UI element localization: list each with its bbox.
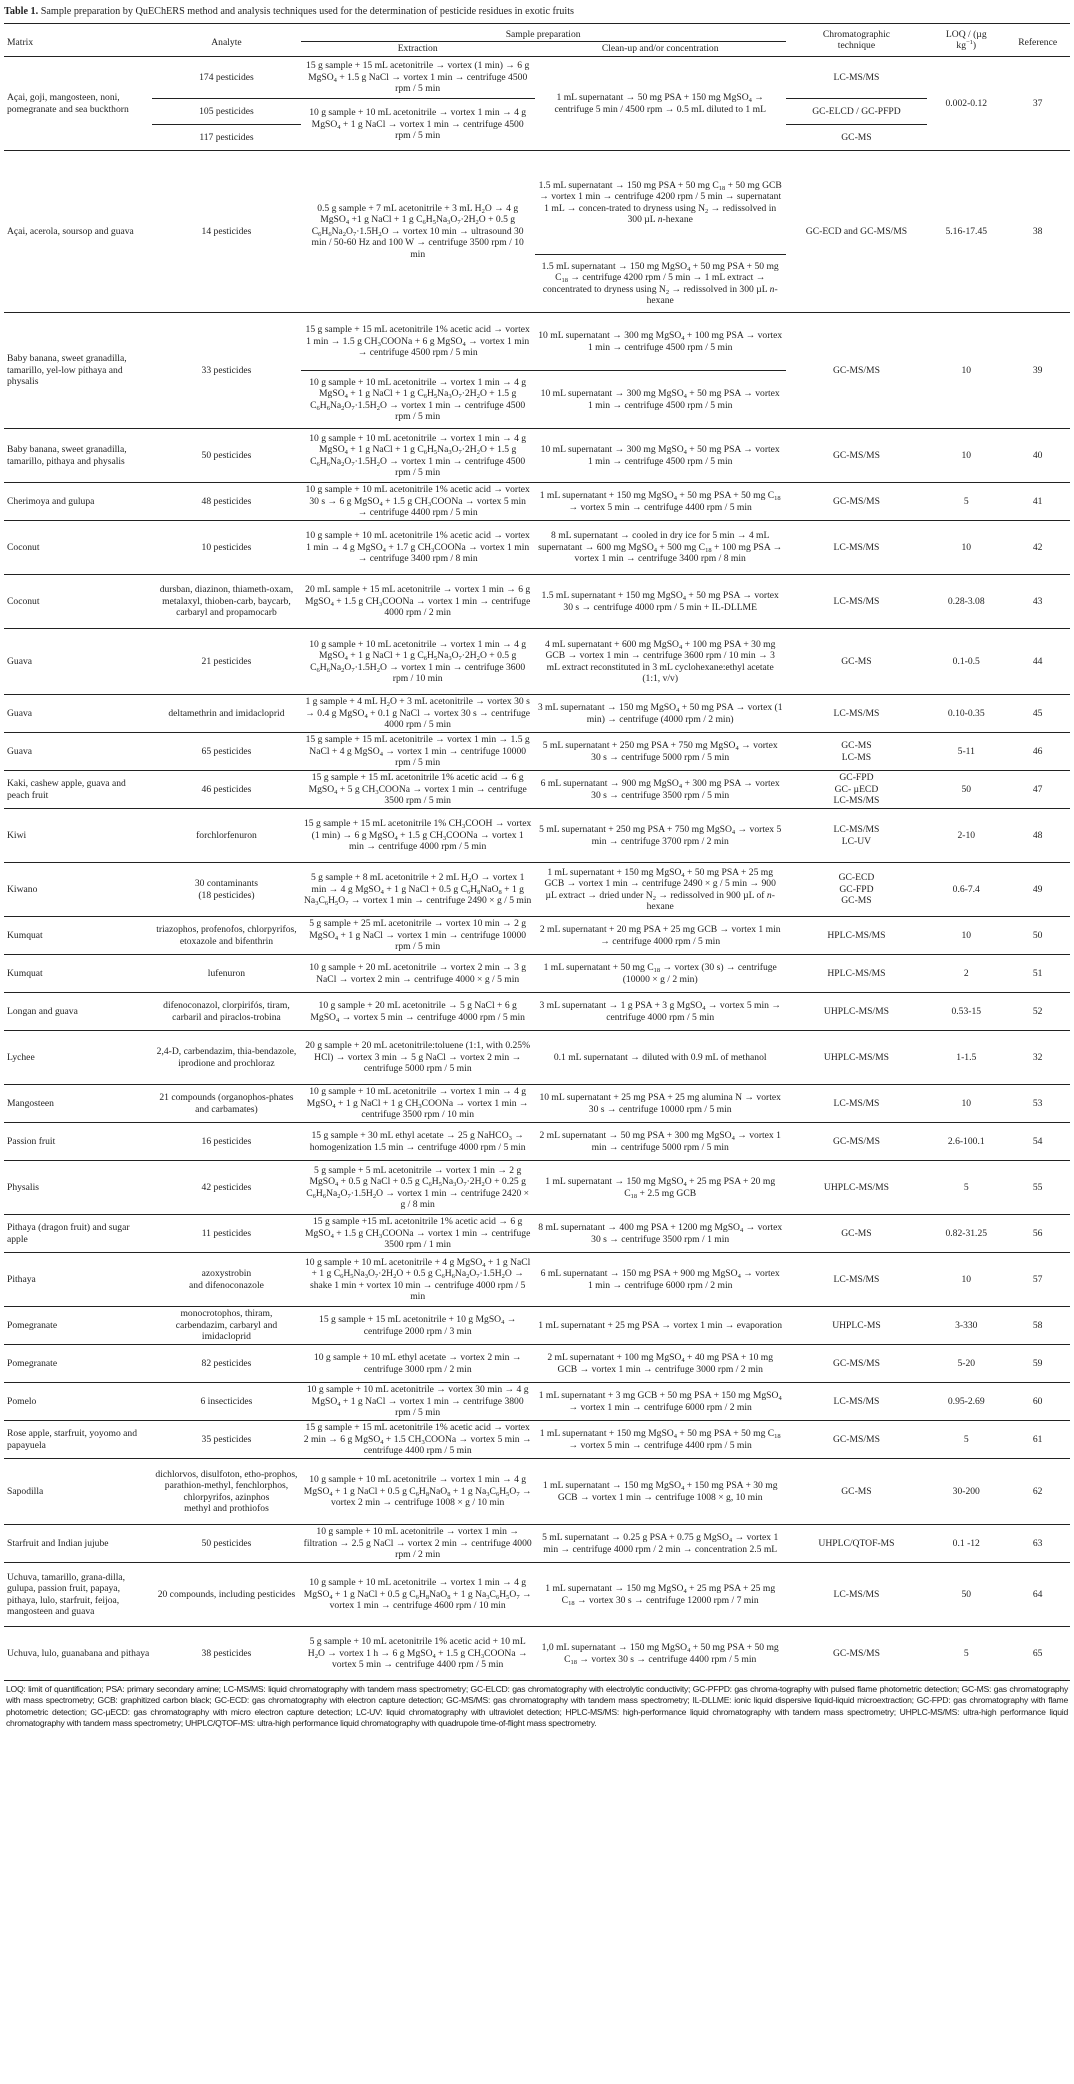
reference-cell: 43 (1005, 575, 1070, 629)
header-loq: LOQ / (µg $kg^{-1}$) (927, 24, 1005, 57)
technique-cell: LC-MS/MS (786, 575, 928, 629)
extraction-cell: 10 g sample + 10 mL acetonitrile → vortex 30 min → 4 g MgSO$_4$ + 1 g NaCl → vortex 1 min → centrifuge 3800 rpm / 5 min (301, 1383, 535, 1421)
reference-cell: 50 (1005, 917, 1070, 955)
cleanup-cell: 0.1 mL supernatant → diluted with 0.9 mL of methanol (535, 1031, 786, 1085)
reference-cell: 62 (1005, 1459, 1070, 1525)
reference-cell: 37 (1005, 57, 1070, 151)
analyte-cell: 6 insecticides (152, 1383, 300, 1421)
reference-cell: 54 (1005, 1123, 1070, 1161)
matrix-cell: Passion fruit (4, 1123, 152, 1161)
cleanup-cell: 8 mL supernatant → 400 mg PSA + 1200 mg MgSO$_4$ → vortex 30 s → centrifuge 3500 rpm / 1 min (535, 1215, 786, 1253)
technique-cell: UHPLC/QTOF-MS (786, 1525, 928, 1563)
cleanup-cell: 3 mL supernatant → 1 g PSA + 3 g MgSO$_4$ → vortex 5 min → centrifuge 4000 rpm / 5 min (535, 993, 786, 1031)
analyte-cell: 14 pesticides (152, 151, 300, 313)
loq-cell: 5 (927, 1421, 1005, 1459)
extraction-cell: 20 g sample + 20 mL acetonitrile:toluene (1:1, with 0.25% HCl) → vortex 3 min → 5 g NaCl → vortex 2 min → centrifuge 5000 rpm / 5 min (301, 1031, 535, 1085)
reference-cell: 64 (1005, 1563, 1070, 1627)
cleanup-cell: 5 mL supernatant → 0.25 g PSA + 0.75 g MgSO$_4$ → vortex 1 min → centrifuge 4000 rpm / 2 min → concentration 2.5 mL (535, 1525, 786, 1563)
cleanup-cell: 1 mL supernatant + 50 mg $C_{18}$ → vortex (30 s) → centrifuge (10000 × g / 2 min) (535, 955, 786, 993)
loq-cell: 10 (927, 1085, 1005, 1123)
analyte-cell: 21 compounds (organophos-phates and carbamates) (152, 1085, 300, 1123)
cleanup-cell: 1 mL supernatant + 25 mg PSA → vortex 1 min → evaporation (535, 1307, 786, 1345)
reference-cell: 53 (1005, 1085, 1070, 1123)
analyte-cell: 33 pesticides (152, 313, 300, 429)
loq-cell: 50 (927, 771, 1005, 809)
loq-cell: 50 (927, 1563, 1005, 1627)
analyte-cell: 82 pesticides (152, 1345, 300, 1383)
loq-cell: 30-200 (927, 1459, 1005, 1525)
matrix-cell: Rose apple, starfruit, yoyomo and papayuela (4, 1421, 152, 1459)
analyte-cell: 65 pesticides (152, 733, 300, 771)
reference-cell: 60 (1005, 1383, 1070, 1421)
cleanup-cell: 1.5 mL supernatant + 150 mg MgSO$_4$ + 50 mg PSA → vortex 30 s → centrifuge 4000 rpm / 5 min + IL-DLLME (535, 575, 786, 629)
loq-cell: 10 (927, 521, 1005, 575)
cleanup-cell: 1 mL supernatant → 150 mg MgSO$_4$ + 150 mg PSA + 30 mg GCB → vortex 1 min → centrifuge 1008 × g, 10 min (535, 1459, 786, 1525)
loq-cell: 0.6-7.4 (927, 863, 1005, 917)
analyte-cell: 50 pesticides (152, 1525, 300, 1563)
reference-cell: 38 (1005, 151, 1070, 313)
analyte-cell: forchlorfenuron (152, 809, 300, 863)
analyte-cell: 117 pesticides (152, 125, 300, 151)
cleanup-cell: 1.5 mL supernatant → 150 mg PSA + 50 mg $C_{18} + 50$ mg GCB → vortex 1 min → centrifuge 4200 rpm / 5 min → supernatant 1 mL → concen-trated to dryness using $N_2$ → redissolved in 300 µL n-hexane (535, 151, 786, 255)
table-row (4, 1345, 1070, 1383)
table-row (4, 917, 1070, 955)
technique-cell: GC-MS (786, 629, 928, 695)
table-row (4, 483, 1070, 521)
extraction-cell: 15 g sample + 15 mL acetonitrile 1% acetic acid → vortex 2 min → 6 g MgSO$_4$ + 1.5 $CH_3COONa$ → vortex 5 min → centrifuge 4400 rpm / 5 min (301, 1421, 535, 1459)
table-row (4, 1421, 1070, 1459)
cleanup-cell: 10 mL supernatant → 300 mg MgSO$_4$ + 100 mg PSA → vortex 1 min → centrifuge 4500 rpm / 5 min (535, 313, 786, 371)
header-extraction: Extraction (301, 42, 535, 57)
cleanup-cell: 1 mL supernatant + 3 mg GCB + 50 mg PSA + 150 mg MgSO$_4$ → vortex 1 min → centrifuge 6000 rpm / 2 min (535, 1383, 786, 1421)
technique-cell: GC-ECD GC-FPD GC-MS (786, 863, 928, 917)
cleanup-cell: 1 mL supernatant → 50 mg PSA + 150 mg MgSO$_4$ → centrifuge 5 min / 4500 rpm → 0.5 mL diluted to 1 mL (535, 57, 786, 151)
caption-label: Table 1. (4, 6, 39, 17)
technique-cell: GC-MS/MS (786, 1627, 928, 1681)
loq-cell: 5 (927, 1627, 1005, 1681)
matrix-cell: Sapodilla (4, 1459, 152, 1525)
technique-cell: GC-FPD GC- µECD LC-MS/MS (786, 771, 928, 809)
matrix-cell: Physalis (4, 1161, 152, 1215)
analyte-cell: dichlorvos, disulfoton, etho-prophos, parathion-methyl, fenchlorphos, chlorpyrifos, azinphos methyl and prothiofos (152, 1459, 300, 1525)
extraction-cell: 10 g sample + 10 mL acetonitrile → vortex 1 min → 4 g MgSO$_4$ + 1 g NaCl + 0.5 g $C_6H_8NaO_8 + 1$ g $Na_3C_6H_5O_7$ → vortex 2 min → centrifuge 1008 × g / 10 min (301, 1459, 535, 1525)
analyte-cell: 11 pesticides (152, 1215, 300, 1253)
table-row (4, 521, 1070, 575)
extraction-cell: 10 g sample + 20 mL acetonitrile → 5 g NaCl + 6 g MgSO$_4$ → vortex 5 min → centrifuge 4000 rpm / 5 min (301, 993, 535, 1031)
analyte-cell: triazophos, profenofos, chlorpyrifos, etoxazole and bifenthrin (152, 917, 300, 955)
extraction-cell: 10 g sample + 10 mL acetonitrile 1% acetic acid → vortex 1 min → 4 g MgSO$_4$ + 1.7 g $CH_3COONa$ → vortex 1 min → centrifuge 3400 rpm / 8 min (301, 521, 535, 575)
extraction-cell: 10 g sample + 10 mL acetonitrile → vortex 1 min → 4 g MgSO$_4$ + 1 g NaCl + 0.5 g $C_6H_8NaO_8 + 1$ g $Na_3C_6H_5O_7$ → vortex 1 min → centrifuge 4600 rpm / 10 min (301, 1563, 535, 1627)
reference-cell: 61 (1005, 1421, 1070, 1459)
cleanup-cell: 1 mL supernatant + 150 mg MgSO$_4$ + 50 mg PSA + 50 mg $C_{18}$ → vortex 5 min → centrifuge 4400 rpm / 5 min (535, 1421, 786, 1459)
loq-cell: 10 (927, 429, 1005, 483)
technique-cell: GC-MS/MS (786, 1123, 928, 1161)
extraction-cell: 0.5 g sample + 7 mL acetonitrile + 3 mL $H_2O \to 4$ g MgSO$_4$ +1 g NaCl + 1 g $C_6H_5Na_3O_7\cdot 2H_2O + 0.5$ g $C_6H_6Na_2O_7\cdot 1.5H_2O$ → vortex 10 min → ultrasound 30 min / 50-60 Hz and 100 W → centrifuge 3500 rpm / 10 min (301, 151, 535, 313)
analyte-cell: dursban, diazinon, thiameth-oxam, metalaxyl, thioben-carb, baycarb, carbaryl and propamocarb (152, 575, 300, 629)
matrix-cell: Kaki, cashew apple, guava and peach fruit (4, 771, 152, 809)
table-row (4, 1383, 1070, 1421)
technique-cell: GC-ECD and GC-MS/MS (786, 151, 928, 313)
reference-cell: 56 (1005, 1215, 1070, 1253)
table-footnote: LOQ: limit of quantification; PSA: primary secondary amine; LC-MS/MS: liquid chromatography with tandem mass spectrometry; GC-ELCD: gas chromatography with electrolytic conductivity; GC-PFPD: gas chroma-tography with pulsed flame photometric detection; GC-MS: gas chromatography with mass spectrometry; GCB: graphitized carbon black; GC-ECD: gas chromatography with electron capture detection; GC-MS/MS: gas chromatography with tandem mass spectrometry; IL-DLLME: ionic liquid dispersive liquid-liquid microextraction; GC-FPD: gas chromatography with flame photometric detection; GC-µECD: gas chromatography with micro electron capture detection; LC-UV: liquid chromatography with ultraviolet detection; HPLC-MS/MS: high-performance liquid chromatography with tandem mass spectrometry; UHPLC-MS/MS: ultra-high performance liquid chromatography with tandem mass spectrometry; UHPLC/QTOF-MS: ultra-high performance liquid chromatography with quadrupole time-of-flight mass spectrometry. (6, 1684, 1068, 1728)
matrix-cell: Guava (4, 629, 152, 695)
matrix-cell: Uchuva, tamarillo, grana-dilla, gulupa, passion fruit, papaya, pithaya, lulo, starfruit, feijoa, mangosteen and guava (4, 1563, 152, 1627)
table-row (4, 1123, 1070, 1161)
cleanup-cell: 3 mL supernatant → 150 mg MgSO$_4$ + 50 mg PSA → vortex (1 min) → centrifuge (4000 rpm / 2 min) (535, 695, 786, 733)
technique-cell: LC-MS/MS (786, 1383, 928, 1421)
technique-cell: LC-MS/MS (786, 1253, 928, 1307)
loq-cell: 2.6-100.1 (927, 1123, 1005, 1161)
analyte-cell: 10 pesticides (152, 521, 300, 575)
technique-cell: GC-MS LC-MS (786, 733, 928, 771)
extraction-cell: 10 g sample + 10 mL acetonitrile → vortex 1 min → filtration → 2.5 g NaCl → vortex 2 min → centrifuge 4000 rpm / 2 min (301, 1525, 535, 1563)
loq-cell: 2-10 (927, 809, 1005, 863)
technique-cell: LC-MS/MS (786, 695, 928, 733)
extraction-cell: 5 g sample + 8 mL acetonitrile + 2 mL $H_2O$ → vortex 1 min → 4 g MgSO$_4$ + 1 g NaCl + 0.5 g $C_6H_8NaO_8 + 1$ g $Na_3C_6H_5O_7$ → vortex 1 min → centrifuge 2490 × g / 5 min (301, 863, 535, 917)
extraction-cell: 15 g sample + 15 mL acetonitrile 1% acetic acid → 6 g MgSO$_4$ + 5 g $CH_3COONa$ → vortex 1 min → centrifuge 3500 rpm / 5 min (301, 771, 535, 809)
reference-cell: 32 (1005, 1031, 1070, 1085)
cleanup-cell: 2 mL supernatant → 50 mg PSA + 300 mg MgSO$_4$ → vortex 1 min → centrifuge 5000 rpm / 5 min (535, 1123, 786, 1161)
table-row (4, 429, 1070, 483)
cleanup-cell: 10 mL supernatant → 300 mg MgSO$_4$ + 50 mg PSA → vortex 1 min → centrifuge 4500 rpm / 5 min (535, 429, 786, 483)
analyte-cell: deltamethrin and imidacloprid (152, 695, 300, 733)
reference-cell: 59 (1005, 1345, 1070, 1383)
matrix-cell: Pomegranate (4, 1307, 152, 1345)
extraction-cell: 5 g sample + 5 mL acetonitrile → vortex 1 min → 2 g MgSO$_4$ + 0.5 g NaCl + 0.5 g $C_6H_5Na_3O_7\cdot 2H_2O + 0.25$ g $C_6H_6Na_2O_7\cdot 1.5H_2O$ → vortex 1 min → centrifuge 2420 × g / 8 min (301, 1161, 535, 1215)
reference-cell: 41 (1005, 483, 1070, 521)
table-row (4, 57, 1070, 99)
table-row (4, 575, 1070, 629)
analyte-cell: 35 pesticides (152, 1421, 300, 1459)
analyte-cell: 46 pesticides (152, 771, 300, 809)
technique-cell: LC-MS/MS (786, 521, 928, 575)
matrix-cell: Kumquat (4, 917, 152, 955)
loq-cell: 2 (927, 955, 1005, 993)
table-row (4, 1459, 1070, 1525)
extraction-cell: 10 g sample + 10 mL acetonitrile → vortex 1 min → 4 g MgSO$_4$ + 1 g NaCl + 1 g $C_6H_5Na_3O_7\cdot 2H_2O + 1.5$ g $C_6H_6Na_2O_7\cdot 1.5H_2O$ → vortex 1 min → centrifuge 4500 rpm / 5 min (301, 371, 535, 429)
reference-cell: 52 (1005, 993, 1070, 1031)
reference-cell: 40 (1005, 429, 1070, 483)
cleanup-cell: 6 mL supernatant → 150 mg PSA + 900 mg MgSO$_4$ → vortex 1 min → centrifuge 6000 rpm / 2 min (535, 1253, 786, 1307)
cleanup-cell: 6 mL supernatant → 900 mg MgSO$_4$ + 300 mg PSA → vortex 30 s → centrifuge 3500 rpm / 5 min (535, 771, 786, 809)
reference-cell: 57 (1005, 1253, 1070, 1307)
loq-cell: 5 (927, 1161, 1005, 1215)
table-row (4, 993, 1070, 1031)
matrix-cell: Baby banana, sweet granadilla, tamarillo, pithaya and physalis (4, 429, 152, 483)
extraction-cell: 15 g sample + 15 mL acetonitrile 1% $CH_3COOH$ → vortex (1 min) → 6 g MgSO$_4$ + 1.5 g $CH_3COONa$ → vortex 1 min → centrifuge 4000 rpm / 5 min (301, 809, 535, 863)
analyte-cell: lufenuron (152, 955, 300, 993)
matrix-cell: Kiwano (4, 863, 152, 917)
reference-cell: 63 (1005, 1525, 1070, 1563)
loq-cell: 0.28-3.08 (927, 575, 1005, 629)
table-caption (4, 0, 1070, 23)
technique-cell: GC-MS/MS (786, 1345, 928, 1383)
analyte-cell: azoxystrobin and difenoconazole (152, 1253, 300, 1307)
loq-cell: 10 (927, 1253, 1005, 1307)
loq-cell: 0.002-0.12 (927, 57, 1005, 151)
cleanup-cell: 1 mL supernatant → 150 mg MgSO$_4$ + 25 mg PSA + 25 mg $C_{18}$ → vortex 30 s → centrifuge 12000 rpm / 7 min (535, 1563, 786, 1627)
reference-cell: 39 (1005, 313, 1070, 429)
matrix-cell: Pithaya (4, 1253, 152, 1307)
technique-cell: UHPLC-MS/MS (786, 993, 928, 1031)
table-row (4, 1563, 1070, 1627)
extraction-cell: 5 g sample + 25 mL acetonitrile → vortex 10 min → 2 g MgSO$_4$ + 1 g NaCl → vortex 1 min → centrifuge 10000 rpm / 5 min (301, 917, 535, 955)
matrix-cell: Coconut (4, 575, 152, 629)
analyte-cell: 38 pesticides (152, 1627, 300, 1681)
table-row (4, 629, 1070, 695)
loq-cell: 3-330 (927, 1307, 1005, 1345)
analyte-cell: 48 pesticides (152, 483, 300, 521)
cleanup-cell: 1 mL supernatant → 150 mg MgSO$_4$ + 25 mg PSA + 20 mg $C_{18} + 2.5$ mg GCB (535, 1161, 786, 1215)
matrix-cell: Starfruit and Indian jujube (4, 1525, 152, 1563)
loq-cell: 10 (927, 313, 1005, 429)
extraction-cell: 10 g sample + 10 mL acetonitrile → vortex 1 min → 4 g MgSO$_4$ + 1 g NaCl + 1 g $C_6H_5Na_3O_7\cdot 2H_2O + 1.5$ g $C_6H_6Na_2O_7\cdot 1.5H_2O$ → vortex 1 min → centrifuge 4500 rpm / 5 min (301, 429, 535, 483)
loq-cell: 0.1-0.5 (927, 629, 1005, 695)
reference-cell: 45 (1005, 695, 1070, 733)
technique-cell: UHPLC-MS/MS (786, 1031, 928, 1085)
matrix-cell: Lychee (4, 1031, 152, 1085)
table-row (4, 1307, 1070, 1345)
technique-cell: LC-MS/MS (786, 1563, 928, 1627)
extraction-cell: 15 g sample +15 mL acetonitrile 1% acetic acid → 6 g MgSO$_4$ + 1.5 g $CH_3COONa$ → vortex 1 min → centrifuge 3500 rpm / 1 min (301, 1215, 535, 1253)
technique-cell: HPLC-MS/MS (786, 955, 928, 993)
analyte-cell: 2,4-D, carbendazim, thia-bendazole, iprodione and prochloraz (152, 1031, 300, 1085)
loq-cell: 5.16-17.45 (927, 151, 1005, 313)
loq-cell: 0.82-31.25 (927, 1215, 1005, 1253)
table-row (4, 151, 1070, 255)
analyte-cell: 21 pesticides (152, 629, 300, 695)
extraction-cell: 20 mL sample + 15 mL acetonitrile → vortex 1 min → 6 g MgSO$_4$ + 1.5 g $CH_3COONa$ → vortex 1 min → centrifuge 4000 rpm / 2 min (301, 575, 535, 629)
analyte-cell: difenoconazol, clorpirifós, tiram, carbaril and piraclos-trobina (152, 993, 300, 1031)
extraction-cell: 10 g sample + 10 mL acetonitrile + 4 g MgSO$_4$ + 1 g NaCl + 1 g $C_6H_5Na_3O_7\cdot 2H_2O + 0.5$ g $C_6H_6Na_2O_7\cdot 1.5H_2O$ → shake 1 min + vortex 10 min → centrifuge 4000 rpm / 5 min (301, 1253, 535, 1307)
extraction-cell: 15 g sample + 15 mL acetonitrile 1% acetic acid → vortex 1 min → 1.5 g $CH_3COONa + 6$ g MgSO$_4$ → vortex 1 min → centrifuge 4500 rpm / 5 min (301, 313, 535, 371)
extraction-cell: 15 g sample + 15 mL acetonitrile → vortex (1 min) → 6 g MgSO$_4$ + 1.5 g NaCl → vortex 1 min → centrifuge 4500 rpm / 5 min (301, 57, 535, 99)
matrix-cell: Kumquat (4, 955, 152, 993)
matrix-cell: Uchuva, lulo, guanabana and pithaya (4, 1627, 152, 1681)
reference-cell: 48 (1005, 809, 1070, 863)
reference-cell: 55 (1005, 1161, 1070, 1215)
analyte-cell: monocrotophos, thiram, carbendazim, carbaryl and imidacloprid (152, 1307, 300, 1345)
reference-cell: 44 (1005, 629, 1070, 695)
technique-cell: GC-MS/MS (786, 483, 928, 521)
matrix-cell: Kiwi (4, 809, 152, 863)
extraction-cell: 10 g sample + 10 mL acetonitrile 1% acetic acid → vortex 30 s → 6 g MgSO$_4$ + 1.5 g $CH_3COONa$ → vortex 5 min → centrifuge 4400 rpm / 5 min (301, 483, 535, 521)
table-row (4, 1525, 1070, 1563)
analyte-cell: 20 compounds, including pesticides (152, 1563, 300, 1627)
loq-cell: 10 (927, 917, 1005, 955)
header-cleanup: Clean-up and/or concentration (535, 42, 786, 57)
cleanup-cell: 5 mL supernatant + 250 mg PSA + 750 mg MgSO$_4$ → vortex 30 s → centrifuge 5000 rpm / 5 min (535, 733, 786, 771)
reference-cell: 42 (1005, 521, 1070, 575)
table-row (4, 1627, 1070, 1681)
extraction-cell: 1 g sample + 4 mL $H_2O + 3$ mL acetonitrile → vortex 30 s → 0.4 g MgSO$_4$ + 0.1 g NaCl → vortex 30 s → centrifuge 4000 rpm / 5 min (301, 695, 535, 733)
technique-cell: GC-MS (786, 125, 928, 151)
loq-cell: 0.53-15 (927, 993, 1005, 1031)
analyte-cell: 42 pesticides (152, 1161, 300, 1215)
analyte-cell: 50 pesticides (152, 429, 300, 483)
extraction-cell: 10 g sample + 10 mL acetonitrile → vortex 1 min → 4 g MgSO$_4$ + 1 g NaCl → vortex 1 min → centrifuge 4500 rpm / 5 min (301, 99, 535, 151)
technique-cell: GC-ELCD / GC-PFPD (786, 99, 928, 125)
matrix-cell: Baby banana, sweet granadilla, tamarillo, yel-low pithaya and physalis (4, 313, 152, 429)
table-row (4, 809, 1070, 863)
header-analyte: Analyte (152, 24, 300, 57)
loq-cell: 5 (927, 483, 1005, 521)
table-row (4, 1253, 1070, 1307)
loq-cell: 0.95-2.69 (927, 1383, 1005, 1421)
header-sample-preparation: Sample preparation (301, 24, 786, 42)
technique-cell: UHPLC-MS (786, 1307, 928, 1345)
technique-cell: HPLC-MS/MS (786, 917, 928, 955)
technique-cell: GC-MS/MS (786, 1421, 928, 1459)
extraction-cell: 10 g sample + 10 mL acetonitrile → vortex 1 min → 4 g MgSO$_4$ + 1 g NaCl + 1 g $C_6H_5Na_3O_7\cdot 2H_2O + 0.5$ g $C_6H_6Na_2O_7\cdot 1.5H_2O$ → vortex 1 min → centrifuge 3600 rpm / 10 min (301, 629, 535, 695)
cleanup-cell: 1 mL supernatant + 150 mg MgSO$_4$ + 50 mg PSA + 25 mg GCB → vortex 1 min → centrifuge 2490 × g / 5 min → 900 µL extract → dried under $N_2$ → redissolved in 900 µL of n-hexane (535, 863, 786, 917)
table-row (4, 1085, 1070, 1123)
loq-cell: 1-1.5 (927, 1031, 1005, 1085)
matrix-cell: Açai, goji, mangosteen, noni, pomegranate and sea buckthorn (4, 57, 152, 151)
matrix-cell: Guava (4, 695, 152, 733)
reference-cell: 47 (1005, 771, 1070, 809)
matrix-cell: Mangosteen (4, 1085, 152, 1123)
table-row (4, 695, 1070, 733)
cleanup-cell: 4 mL supernatant + 600 mg MgSO$_4$ + 100 mg PSA + 30 mg GCB → vortex 1 min → centrifuge 3600 rpm / 10 min → 3 mL extract reconstituted in 3 mL cyclohexane:ethyl acetate (1:1, v/v) (535, 629, 786, 695)
extraction-cell: 15 g sample + 15 mL acetonitrile → vortex 1 min → 1.5 g NaCl + 4 g MgSO$_4$ → vortex 1 min → centrifuge 10000 rpm / 5 min (301, 733, 535, 771)
technique-cell: LC-MS/MS (786, 1085, 928, 1123)
qeuchers-table (4, 23, 1070, 1681)
matrix-cell: Cherimoya and gulupa (4, 483, 152, 521)
matrix-cell: Pomegranate (4, 1345, 152, 1383)
cleanup-cell: 2 mL supernatant + 100 mg MgSO$_4$ + 40 mg PSA + 10 mg GCB → vortex 1 min → centrifuge 3000 rpm / 2 min (535, 1345, 786, 1383)
technique-cell: LC-MS/MS LC-UV (786, 809, 928, 863)
cleanup-cell: 10 mL supernatant + 25 mg PSA + 25 mg alumina N → vortex 30 s → centrifuge 10000 rpm / 5 min (535, 1085, 786, 1123)
matrix-cell: Açai, acerola, soursop and guava (4, 151, 152, 313)
loq-cell: 0.10-0.35 (927, 695, 1005, 733)
table-row (4, 863, 1070, 917)
extraction-cell: 5 g sample + 10 mL acetonitrile 1% acetic acid + 10 mL $H_2O$ → vortex 1 h → 6 g MgSO$_4$ + 1.5 g $CH_3COONa$ → vortex 5 min → centrifuge 4400 rpm / 5 min (301, 1627, 535, 1681)
cleanup-cell: 2 mL supernatant + 20 mg PSA + 25 mg GCB → vortex 1 min → centrifuge 4000 rpm / 5 min (535, 917, 786, 955)
table-row (4, 1215, 1070, 1253)
extraction-cell: 15 g sample + 15 mL acetonitrile + 10 g MgSO$_4$ → centrifuge 2000 rpm / 3 min (301, 1307, 535, 1345)
cleanup-cell: 10 mL supernatant → 300 mg MgSO$_4$ + 50 mg PSA → vortex 1 min → centrifuge 4500 rpm / 5 min (535, 371, 786, 429)
technique-cell: GC-MS/MS (786, 429, 928, 483)
technique-cell: GC-MS (786, 1459, 928, 1525)
analyte-cell: 174 pesticides (152, 57, 300, 99)
loq-cell: 5-20 (927, 1345, 1005, 1383)
cleanup-cell: 8 mL supernatant → cooled in dry ice for 5 min → 4 mL supernatant → 600 mg MgSO$_4$ + 500 mg $C_{18} + 100$ mg PSA → vortex 1 min → centrifuge 3400 rpm / 8 min (535, 521, 786, 575)
technique-cell: UHPLC-MS/MS (786, 1161, 928, 1215)
matrix-cell: Longan and guava (4, 993, 152, 1031)
reference-cell: 49 (1005, 863, 1070, 917)
analyte-cell: 105 pesticides (152, 99, 300, 125)
reference-cell: 58 (1005, 1307, 1070, 1345)
extraction-cell: 10 g sample + 20 mL acetonitrile → vortex 2 min → 3 g NaCl → vortex 2 min → centrifuge 4000 × g / 5 min (301, 955, 535, 993)
caption-text: Sample preparation by QuEChERS method and analysis techniques used for the determination of pesticide residues in exotic fruits (38, 6, 575, 17)
extraction-cell: 10 g sample + 10 mL acetonitrile → vortex 1 min → 4 g MgSO$_4$ + 1 g NaCl + 1 g $CH_3COONa$ → vortex 1 min → centrifuge 3500 rpm / 10 min (301, 1085, 535, 1123)
reference-cell: 65 (1005, 1627, 1070, 1681)
analyte-cell: 16 pesticides (152, 1123, 300, 1161)
table-row (4, 955, 1070, 993)
extraction-cell: 10 g sample + 10 mL ethyl acetate → vortex 2 min → centrifuge 3000 rpm / 2 min (301, 1345, 535, 1383)
table-row (4, 313, 1070, 371)
cleanup-cell: 5 mL supernatant + 250 mg PSA + 750 mg MgSO$_4$ → vortex 5 min → centrifuge 3700 rpm / 2 min (535, 809, 786, 863)
table-row (4, 1161, 1070, 1215)
header-matrix: Matrix (4, 24, 152, 57)
extraction-cell: 15 g sample + 30 mL ethyl acetate → 25 g NaHCO$_3$ → homogenization 1.5 min → centrifuge 4000 rpm / 5 min (301, 1123, 535, 1161)
table-body (4, 57, 1070, 1681)
reference-cell: 46 (1005, 733, 1070, 771)
page (4, 0, 1070, 1729)
analyte-cell: 30 contaminants (18 pesticides) (152, 863, 300, 917)
loq-cell: 5-11 (927, 733, 1005, 771)
technique-cell: GC-MS/MS (786, 313, 928, 429)
technique-cell: LC-MS/MS (786, 57, 928, 99)
reference-cell: 51 (1005, 955, 1070, 993)
technique-cell: GC-MS (786, 1215, 928, 1253)
table-row (4, 1031, 1070, 1085)
cleanup-cell: 1 mL supernatant + 150 mg MgSO$_4$ + 50 mg PSA + 50 mg $C_{18}$ → vortex 5 min → centrifuge 4400 rpm / 5 min (535, 483, 786, 521)
matrix-cell: Pomelo (4, 1383, 152, 1421)
matrix-cell: Guava (4, 733, 152, 771)
cleanup-cell: 1,0 mL supernatant → 150 mg MgSO$_4$ + 50 mg PSA + 50 mg $C_{18}$ → vortex 30 s → centrifuge 4400 rpm / 5 min (535, 1627, 786, 1681)
matrix-cell: Coconut (4, 521, 152, 575)
header-reference: Reference (1005, 24, 1070, 57)
loq-cell: 0.1 -12 (927, 1525, 1005, 1563)
table-row (4, 733, 1070, 771)
header-technique: Chromatographic technique (786, 24, 928, 57)
matrix-cell: Pithaya (dragon fruit) and sugar apple (4, 1215, 152, 1253)
cleanup-cell: 1.5 mL supernatant → 150 mg MgSO$_4$ + 50 mg PSA + 50 mg $C_{18}$ → centrifuge 4200 rpm / 5 min → 1 mL extract → concentrated to dryness using $N_2$ → redissolved in 300 µL n-hexane (535, 255, 786, 313)
table-row (4, 771, 1070, 809)
